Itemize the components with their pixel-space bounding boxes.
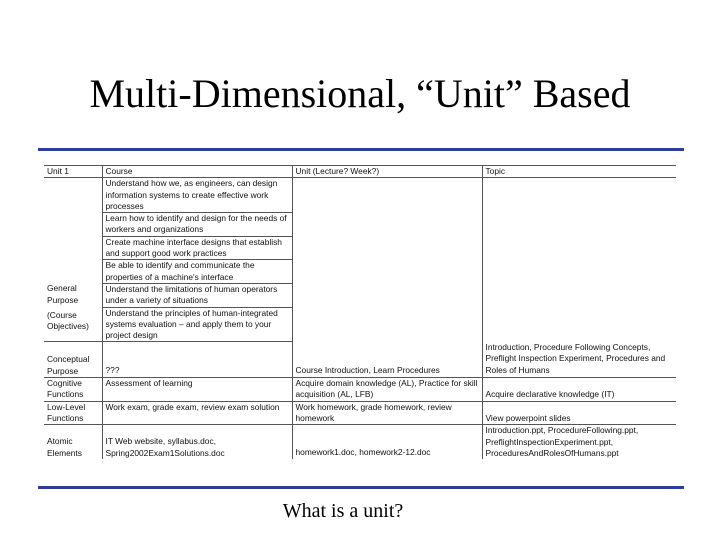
slide-caption: What is a unit? xyxy=(282,500,404,522)
table-row xyxy=(44,425,676,459)
conceptual-unit: Course Introduction, Learn Procedures xyxy=(292,342,482,378)
atomic-topic: Introduction.ppt, ProcedureFollowing.ppt, PreflightInspectionExperiment.ppt, ProceduresAndRolesOfHumans.ppt xyxy=(485,425,639,458)
top-divider xyxy=(38,148,684,151)
label-cognitive-functions: Cognitive Functions xyxy=(44,378,102,402)
unit-table xyxy=(44,165,676,459)
cognitive-course: Assessment of learning xyxy=(102,378,292,402)
label-empty xyxy=(44,178,102,284)
objective-cell: Understand the principles of human-integrated systems evaluation – and apply them to your project design xyxy=(102,307,292,342)
objective-cell: Create machine interface designs that establish and support good work practices xyxy=(102,236,292,260)
label-atomic-elements: Atomic Elements xyxy=(44,425,102,459)
low-level-course: Work exam, grade exam, review exam solution xyxy=(102,401,292,425)
header-unit: Unit 1 xyxy=(44,166,102,178)
low-level-unit: Work homework, grade homework, review homework xyxy=(292,401,482,425)
conceptual-topic: Introduction, Procedure Following Concepts, Preflight Inspection Experiment, Procedures and Roles of Humans xyxy=(482,342,676,378)
low-level-topic: View powerpoint slides xyxy=(482,401,676,425)
atomic-course: IT Web website, syllabus.doc, Spring2002Exam1Solutions.doc xyxy=(102,425,292,459)
header-topic: Topic xyxy=(482,166,676,178)
bottom-divider xyxy=(38,486,684,489)
label-conceptual-purpose: Conceptual Purpose xyxy=(44,342,102,378)
label-course-objectives: (Course Objectives) xyxy=(44,307,102,342)
label-low-level-functions: Low-Level Functions xyxy=(44,401,102,425)
objective-cell: Understand how we, as engineers, can design information systems to create effective work processes xyxy=(102,178,292,213)
cognitive-unit: Acquire domain knowledge (AL), Practice for skill acquisition (AL, LFB) xyxy=(292,378,482,402)
table-row xyxy=(44,342,676,378)
table-header-row xyxy=(44,166,676,178)
objective-cell: Be able to identify and communicate the properties of a machine's interface xyxy=(102,260,292,284)
objective-cell: Learn how to identify and design for the needs of workers and organizations xyxy=(102,213,292,237)
cognitive-topic: Acquire declarative knowledge (IT) xyxy=(482,378,676,402)
label-general-purpose: General Purpose xyxy=(44,283,102,307)
conceptual-course: ??? xyxy=(102,342,292,378)
table-row xyxy=(44,178,676,213)
atomic-unit: homework1.doc, homework2-12.doc xyxy=(292,425,482,459)
objective-cell: Understand the limitations of human operators under a variety of situations xyxy=(102,283,292,307)
table-row xyxy=(44,378,676,402)
header-course: Course xyxy=(102,166,292,178)
slide-title: Multi-Dimensional, “Unit” Based xyxy=(89,71,631,116)
table-row xyxy=(44,401,676,425)
header-unit-lecture: Unit (Lecture? Week?) xyxy=(292,166,482,178)
